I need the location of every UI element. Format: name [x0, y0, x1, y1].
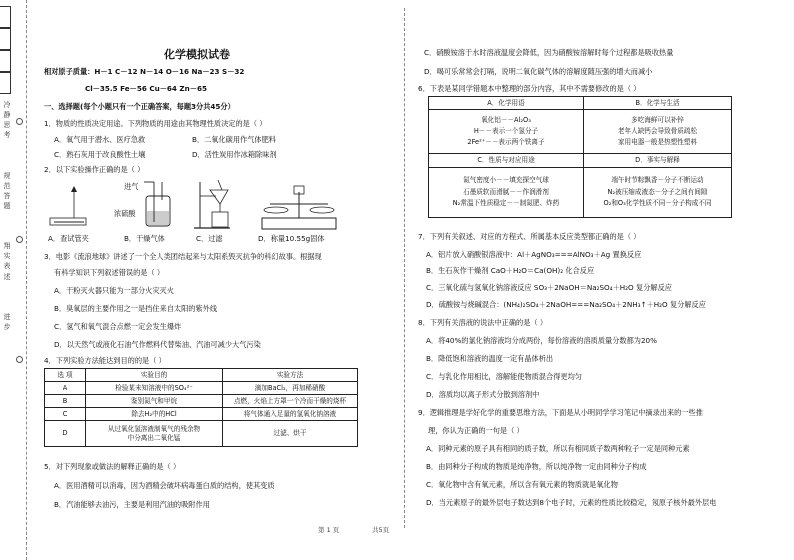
option-2c: C．过滤	[196, 234, 223, 243]
table-header: D．事实与解释	[584, 154, 732, 168]
gutter-char: 静	[3, 111, 11, 120]
binding-gutter	[0, 0, 27, 560]
option-5a: A．医用酒精可以消毒，因为酒精会破坏病毒蛋白质的结构，使其变质	[54, 481, 275, 490]
option-3d: D．以天然气或液化石油气作燃料代替柴油、汽油可减少大气污染	[54, 340, 261, 349]
table-cell: C	[45, 408, 86, 421]
option-2b: B．干燥气体	[124, 234, 165, 243]
table-cell: 点燃，火焰上方罩一个冷而干燥的烧杯	[223, 395, 358, 408]
table-cell: 鉴别氮气和甲烷	[86, 395, 223, 408]
table-cell-line: 端午时节粽飘香－分子不断运动	[611, 175, 704, 184]
gutter-box	[0, 28, 11, 50]
table-cell: 过滤、烘干	[223, 421, 358, 447]
option-9b: B．由同种分子构成的物质是纯净物，所以纯净物一定由同种分子构成	[426, 462, 647, 471]
option-3b: B．臭氧层的主要作用之一是挡住来自太阳的紫外线	[54, 304, 218, 313]
gutter-char: 进	[3, 312, 11, 321]
option-8c: C．与乳化作用相比，溶解能使物质混合得更均匀	[426, 372, 582, 381]
gutter-char: 题	[3, 201, 11, 210]
option-7d: D．硫酸铵与烧碱混合：(NH₄)₂SO₄＋2NaOH===Na₂SO₄＋2NH₃↑＋H₂O 复分解反应	[426, 300, 706, 309]
option-7a: A．铝片放入硝酸银溶液中：Al＋AgNO₃===AlNO₃＋Ag 置换反应	[426, 250, 642, 259]
gutter-char: 答	[3, 191, 11, 200]
sulfuric-acid-label: 浓硫酸	[114, 209, 136, 218]
table-cell	[429, 110, 584, 154]
gutter-char: 思	[3, 121, 11, 130]
lab-apparatus-figure	[44, 178, 374, 233]
gas-drying-bottle-figure	[144, 182, 170, 226]
table-header: 选 项	[45, 369, 86, 382]
gutter-text	[2, 100, 12, 332]
table-header: A．化学用语	[429, 97, 584, 110]
column-divider	[404, 8, 405, 528]
gutter-char: 步	[3, 322, 11, 331]
question-9-cont: 理，你认为正确的一句是（ ）	[428, 426, 524, 435]
option-5b: B．汽油能够去油污，主要是利用汽油的吸附作用	[54, 500, 210, 509]
table-cell-line: 多吃海鲜可以补锌	[631, 115, 684, 124]
question-4: 4．下列实验方法能达到目的的是（ ）	[44, 356, 166, 365]
table-cell-line: 中分离出二氧化锰	[127, 433, 181, 442]
gutter-char: 考	[3, 131, 11, 140]
gutter-char: 规	[3, 171, 11, 180]
option-1b: B．二氧化碳用作气体肥料	[192, 135, 276, 144]
table-cell	[429, 168, 584, 218]
option-9a: A．同种元素的原子具有相同的质子数，所以有相同质子数两种粒子一定是同种元素	[426, 444, 690, 453]
option-8b: B．降低饱和溶液的温度一定有晶体析出	[426, 354, 554, 363]
binding-hole-icon	[16, 118, 23, 125]
table-cell-line: 家用电器一般是热塑性塑料	[617, 138, 698, 147]
table-cell-line: N₂常温下性质稳定－－制氮肥、炸药	[452, 199, 560, 208]
question-3: 3．电影《流浪地球》讲述了一个全人类团结起来与太阳系毁灭抗争的科幻故事。根据现	[44, 252, 322, 261]
option-7b: B．生石灰作干燥剂 CaO＋H₂O＝Ca(OH)₂ 化合反应	[426, 266, 595, 275]
gutter-char: 范	[3, 181, 11, 190]
option-9c: C．氧化物中含有氧元素，所以含有氧元素的物质就是氧化物	[426, 480, 618, 489]
option-3a: A．干粉灭火器只能为一部分火灾灭火	[54, 286, 174, 295]
question-7: 7．下列有关叙述、对应的方程式、所属基本反应类型都正确的是（ ）	[418, 232, 641, 241]
notebook-table	[428, 96, 732, 218]
table-cell: 除去H₂中的HCl	[86, 408, 223, 421]
atomic-masses-line1: 相对原子质量：H－1 C－12 N－14 O－16 Na－23 S－32	[44, 67, 245, 76]
question-2: 2．以下实验操作正确的是（ ）	[44, 165, 145, 174]
page-number: 第 1 页	[318, 526, 340, 534]
option-8d: D．溶质均以离子形式分散到溶剂中	[426, 390, 540, 399]
binding-hole-icon	[16, 356, 23, 363]
gutter-box	[0, 6, 11, 28]
table-cell	[584, 168, 732, 218]
question-3-cont: 有科学知识下列叙述错误的是（ ）	[54, 268, 165, 277]
gutter-box	[0, 72, 11, 94]
table-cell	[584, 110, 732, 154]
experiment-table	[44, 368, 358, 447]
table-header: 实验目的	[86, 369, 223, 382]
question-5: 5．对下列现象或做法的解释正确的是（ ）	[44, 462, 181, 471]
page-total: 共5页	[372, 526, 390, 534]
table-cell: 将气体通入足量的氢氧化钠溶液	[223, 408, 358, 421]
section-heading: 一、选择题(每个小题只有一个正确答案，每题3分共45分）	[44, 102, 235, 111]
question-9: 9．逻辑推理是学好化学的重要思维方法，下面是从小明同学学习笔记中摘录出来的一些推	[418, 408, 703, 417]
gutter-char: 实	[3, 252, 11, 261]
table-cell: D	[45, 421, 86, 447]
binding-hole-icon	[16, 236, 23, 243]
page-title: 化学模拟试卷	[164, 48, 230, 61]
gutter-char: 冷	[3, 101, 11, 109]
table-cell: 检验某未知溶液中的SO₄²⁻	[86, 382, 223, 395]
gutter-char: 表	[3, 262, 11, 271]
option-3c: C．氢气和氧气混合点燃一定会发生爆炸	[54, 322, 182, 331]
table-cell	[86, 421, 223, 447]
table-cell-line: 石墨质软而滑腻－－作润滑剂	[463, 187, 549, 196]
balance-figure	[262, 186, 336, 229]
table-header: B．化学与生活	[584, 97, 732, 110]
gutter-box	[0, 50, 11, 72]
table-cell-line: 氮气密度小－－填充探空气球	[463, 175, 549, 184]
option-7c: C．三氧化硫与氢氧化钠溶液反应 SO₃＋2NaOH＝Na₂SO₄＋H₂O 复分解反应	[426, 283, 672, 292]
table-header: C．性质与对应用途	[429, 154, 584, 168]
question-1: 1．物质的性质决定用途。下列物质的用途由其物理性质决定的是（ ）	[44, 119, 267, 128]
table-cell-line: 2Fe²⁺－－表示两个铁离子	[467, 138, 545, 147]
table-cell-line: 从过氧化氢溶液制氧气的残余物	[107, 425, 201, 434]
option-1d: D．活性炭用作冰箱除味剂	[192, 150, 277, 159]
option-9d: D．当元素原子的最外层电子数达到8个电子时，元素的性质比较稳定，氖原子核外最外层电	[426, 498, 717, 507]
test-tube-clamp-figure	[50, 186, 86, 225]
option-2d: D．称量10.55g固体	[258, 234, 325, 243]
table-cell: 滴加BaCl₂，再加稀硝酸	[223, 382, 358, 395]
table-cell-line: N₂被压缩成液态－分子之间有间隙	[607, 187, 708, 196]
question-8: 8．下列有关溶液的说法中正确的是（ ）	[418, 318, 548, 327]
option-5d: D．喝可乐常常会打嗝，说明二氧化碳气体的溶解度随压强的增大而减小	[424, 67, 653, 76]
question-6: 6．下表是某同学错题本中整理的部分内容，其中不需要修改的是（ ）	[418, 84, 641, 93]
table-cell-line: H－－表示一个氢分子	[473, 126, 539, 135]
table-cell: A	[45, 382, 86, 395]
gutter-char: 翔	[3, 242, 11, 251]
table-cell-line: O₂和O₃化学性质不同－分子构成不同	[603, 199, 712, 208]
table-header: 实验方法	[223, 369, 358, 382]
gutter-char: 述	[3, 272, 11, 281]
table-cell-line: 氧化铝－－Al₂O₃	[481, 115, 531, 124]
option-8a: A．将40%的氯化钠溶液均分成两份，每份溶液的溶质质量分数都为20%	[426, 336, 657, 345]
gas-inlet-label: 进气	[124, 182, 139, 191]
option-1a: A．氧气用于潜水、医疗急救	[54, 135, 146, 144]
option-2a: A．查试管夹	[48, 234, 89, 243]
atomic-masses-line2: Cl－35.5 Fe－56 Cu－64 Zn－65	[85, 84, 207, 93]
table-cell-line: 老年人缺钙会导致骨质疏松	[617, 126, 698, 135]
table-cell: B	[45, 395, 86, 408]
option-1c: C．熟石灰用于改良酸性土壤	[54, 150, 146, 159]
filtration-figure	[194, 180, 230, 228]
option-5c: C．硝酸铵溶于水时溶液温度会降低，因为硝酸铵溶解时每个过程都是吸收热量	[424, 48, 674, 57]
